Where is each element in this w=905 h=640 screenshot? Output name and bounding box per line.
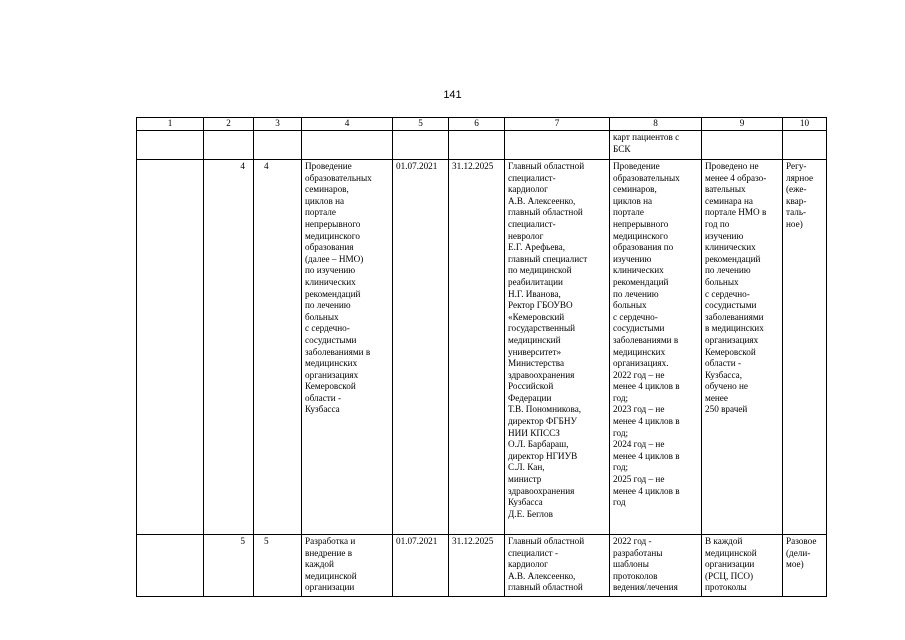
row-number-cell: 5 xyxy=(204,535,254,597)
column-number: 2 xyxy=(204,118,254,131)
activities-table xyxy=(136,117,827,597)
table-row-continuation xyxy=(137,131,827,160)
indicator-cell: Проведено не менее 4 образо- вательных семинара на портале НМО в год по изучению клинических рекомендаций по лечению больных с сердечно- сосудистыми заболеваниями в медицинских организациях Кемеровской области - Кузбасса, обучено не менее 250 врачей xyxy=(702,160,783,535)
column-number: 8 xyxy=(610,118,702,131)
column-number: 5 xyxy=(393,118,449,131)
periodicity-cell: Разовое (дели- мое) xyxy=(783,535,827,597)
column-number: 4 xyxy=(302,118,393,131)
expected-result-cell: Проведение образовательных семинаров, циклов на портале непрерывного медицинского образования по изучению клинических рекомендаций по лечению больных с сердечно- сосудистыми заболеваниями в медицинских организациях. 2022 год – не менее 4 циклов в год; 2023 год – не менее 4 циклов в год; 2024 год – не менее 4 циклов в год; 2025 год – не менее 4 циклов в год xyxy=(610,160,702,535)
responsible-cell: Главный областной специалист- кардиолог А.В. Алексеенко, главный областной специалист- невролог Е.Г. Арефьева, главный специалист по медицинской реабилитации Н.Г. Иванова, Ректор ГБОУВО «Кемеровский государственный медицинский университет» Министерства здравоохранения Российской Федерации Т.В. Пономникова, директор ФГБНУ НИИ КПССЗ О.Л. Барбараш, директор НГИУВ С.Л. Кан, министр здравоохранения Кузбасса Д.Е. Беглов xyxy=(505,160,610,535)
indicator-cell: В каждой медицинской организации (РСЦ, ПСО) протоколы xyxy=(702,535,783,597)
item-number-cell: 4 xyxy=(254,160,302,535)
end-date-cell: 31.12.2025 xyxy=(449,160,505,535)
periodicity-cell: Регу- лярное (еже- квар- таль- ное) xyxy=(783,160,827,535)
start-date-cell: 01.07.2021 xyxy=(393,160,449,535)
column-number: 6 xyxy=(449,118,505,131)
table-row xyxy=(137,535,827,597)
row-number-cell: 4 xyxy=(204,160,254,535)
responsible-cell: Главный областной специалист - кардиолог А.В. Алексеенко, главный областной xyxy=(505,535,610,597)
activity-cell: Разработка и внедрение в каждой медицинской организации xyxy=(302,535,393,597)
column-number: 1 xyxy=(137,118,204,131)
start-date-cell: 01.07.2021 xyxy=(393,535,449,597)
column-number: 10 xyxy=(783,118,827,131)
expected-result-cell: карт пациентов с БСК xyxy=(610,131,702,160)
column-number: 7 xyxy=(505,118,610,131)
page-number: 141 xyxy=(443,89,462,101)
item-number-cell: 5 xyxy=(254,535,302,597)
activity-cell: Проведение образовательных семинаров, циклов на портале непрерывного медицинского образования (далее – НМО) по изучению клинических рекомендаций по лечению больных с сердечно- сосудистыми заболеваниями в медицинских организациях Кемеровской области - Кузбасса xyxy=(302,160,393,535)
column-number: 3 xyxy=(254,118,302,131)
expected-result-cell: 2022 год - разработаны шаблоны протоколов ведения/лечения xyxy=(610,535,702,597)
end-date-cell: 31.12.2025 xyxy=(449,535,505,597)
column-number: 9 xyxy=(702,118,783,131)
table-row xyxy=(137,160,827,535)
table-header-row xyxy=(137,118,827,131)
